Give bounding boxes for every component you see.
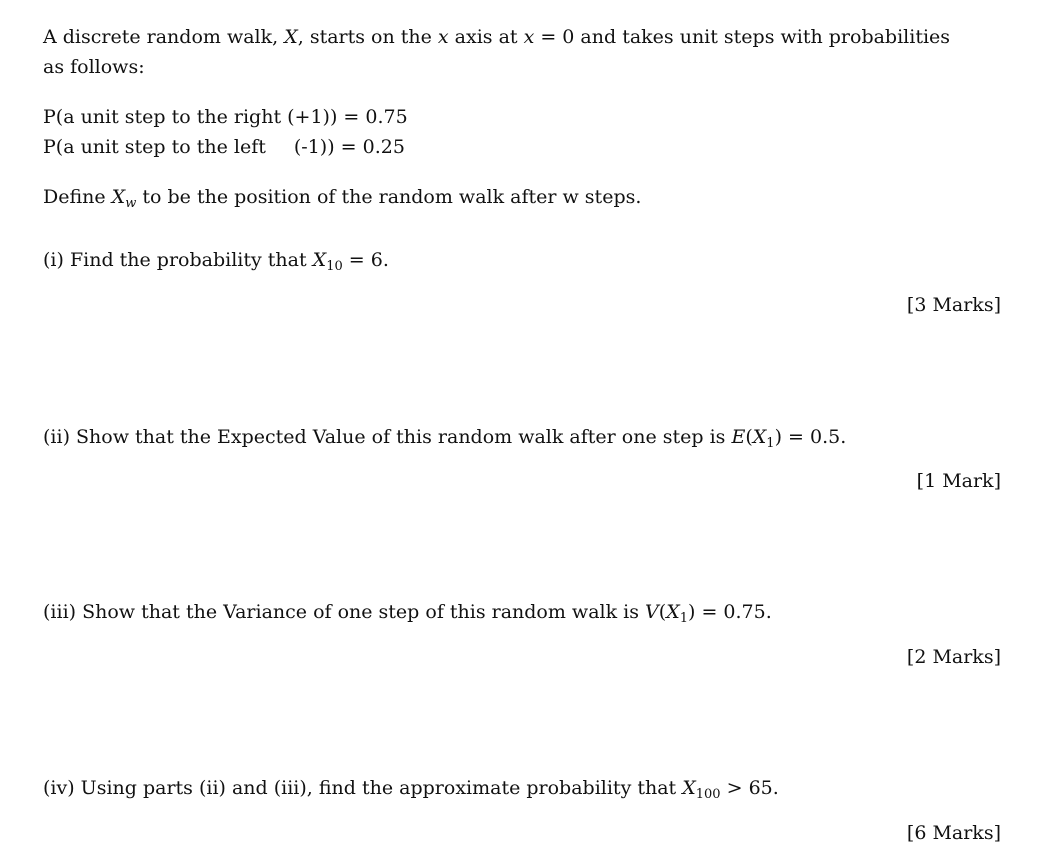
part-ii-sub: 1 xyxy=(766,436,775,451)
definition-sub-w: w xyxy=(125,196,137,211)
prob-right: P(a unit step to the right (+1)) = 0.75 xyxy=(43,106,408,128)
intro-text-c: axis at xyxy=(448,26,524,48)
part-iii-open: ( xyxy=(658,601,667,623)
part-iv-var-X: X xyxy=(682,777,696,799)
part-ii-marks: [1 Mark] xyxy=(916,470,1001,492)
part-i-sub: 10 xyxy=(326,259,343,274)
part-iii-var-V: V xyxy=(645,601,659,623)
part-iii-sub: 1 xyxy=(679,611,688,626)
part-iii-var-X: X xyxy=(666,601,680,623)
part-i-var-X: X xyxy=(312,249,327,271)
part-ii-suffix: ) = 0.5. xyxy=(774,426,847,448)
intro-text-a: A discrete random walk, xyxy=(43,26,285,48)
part-iii-prefix: (iii) Show that the Variance of one step of this random walk is xyxy=(43,601,646,623)
prob-left-b: (-1)) = 0.25 xyxy=(293,136,405,158)
part-iv-sub: 100 xyxy=(695,787,721,802)
part-iv-prefix: (iv) Using parts (ii) and (iii), find the approximate probability that xyxy=(43,777,683,799)
part-iii xyxy=(43,599,983,626)
intro-text-d: = 0 and takes unit steps with probabilities xyxy=(534,26,951,48)
part-i-marks: [3 Marks] xyxy=(906,294,1001,316)
part-ii-prefix: (ii) Show that the Expected Value of this random walk after one step is xyxy=(43,426,732,448)
definition-text-b: to be the position of the random walk after w steps. xyxy=(136,186,642,208)
intro-line-2: as follows: xyxy=(43,56,145,78)
part-ii-var-X: X xyxy=(752,426,767,448)
part-iii-suffix: ) = 0.75. xyxy=(688,601,772,623)
part-ii-var-E: E xyxy=(731,426,746,448)
part-iv-marks: [6 Marks] xyxy=(906,822,1001,844)
intro-var-X: X xyxy=(284,26,298,48)
part-iii-marks: [2 Marks] xyxy=(906,646,1001,668)
part-ii xyxy=(43,424,983,451)
definition-text-a: Define xyxy=(43,186,112,208)
part-ii-open: ( xyxy=(745,426,753,448)
part-i-prefix: (i) Find the probability that xyxy=(43,249,313,271)
part-i xyxy=(43,247,983,274)
part-iv xyxy=(43,775,983,802)
part-iv-suffix: > 65. xyxy=(720,777,779,799)
prob-left-a: P(a unit step to the left xyxy=(43,136,266,158)
definition-line xyxy=(43,184,983,211)
definition-var-X: X xyxy=(111,186,126,208)
intro-var-x1: x xyxy=(437,26,449,48)
intro-line-1 xyxy=(43,24,983,51)
part-i-suffix: = 6. xyxy=(342,249,389,271)
prob-left xyxy=(43,134,983,161)
intro-text-b: , starts on the xyxy=(297,26,438,48)
intro-var-x2: x xyxy=(523,26,535,48)
